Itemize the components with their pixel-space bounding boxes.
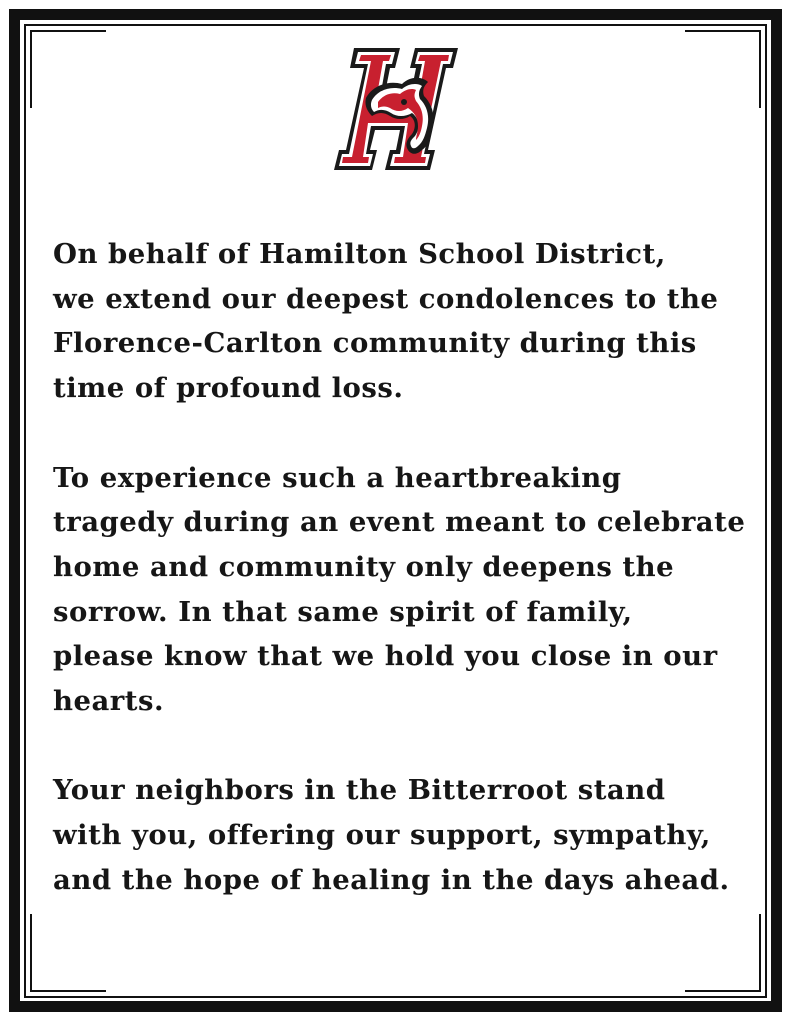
corner-line-bottom-left-v xyxy=(30,914,32,992)
corner-line-top-left xyxy=(30,30,106,32)
paragraph-tragedy: To experience such a heartbreaking tragedy during an event meant to celebrate home and community only deepens the sorrow. In that same spirit of family, please know that we hold you close in our hearts. xyxy=(53,461,746,718)
corner-line-top-right xyxy=(685,30,761,32)
paragraph-neighbors: Your neighbors in the Bitterroot stand with you, offering our support, sympathy, and the hope of healing in the days ahead. xyxy=(53,774,730,896)
corner-line-top-left-v xyxy=(30,30,32,108)
hamilton-h-logo-icon xyxy=(332,46,460,172)
corner-line-top-right-v xyxy=(759,30,761,108)
letter-body xyxy=(53,232,753,903)
paragraph-condolences: On behalf of Hamilton School District, we extend our deepest condolences to the Florence-Carlton community during this time of profound loss. xyxy=(53,238,719,405)
corner-line-bottom-right xyxy=(685,990,761,992)
corner-line-bottom-right-v xyxy=(759,914,761,992)
corner-line-bottom-left xyxy=(30,990,106,992)
